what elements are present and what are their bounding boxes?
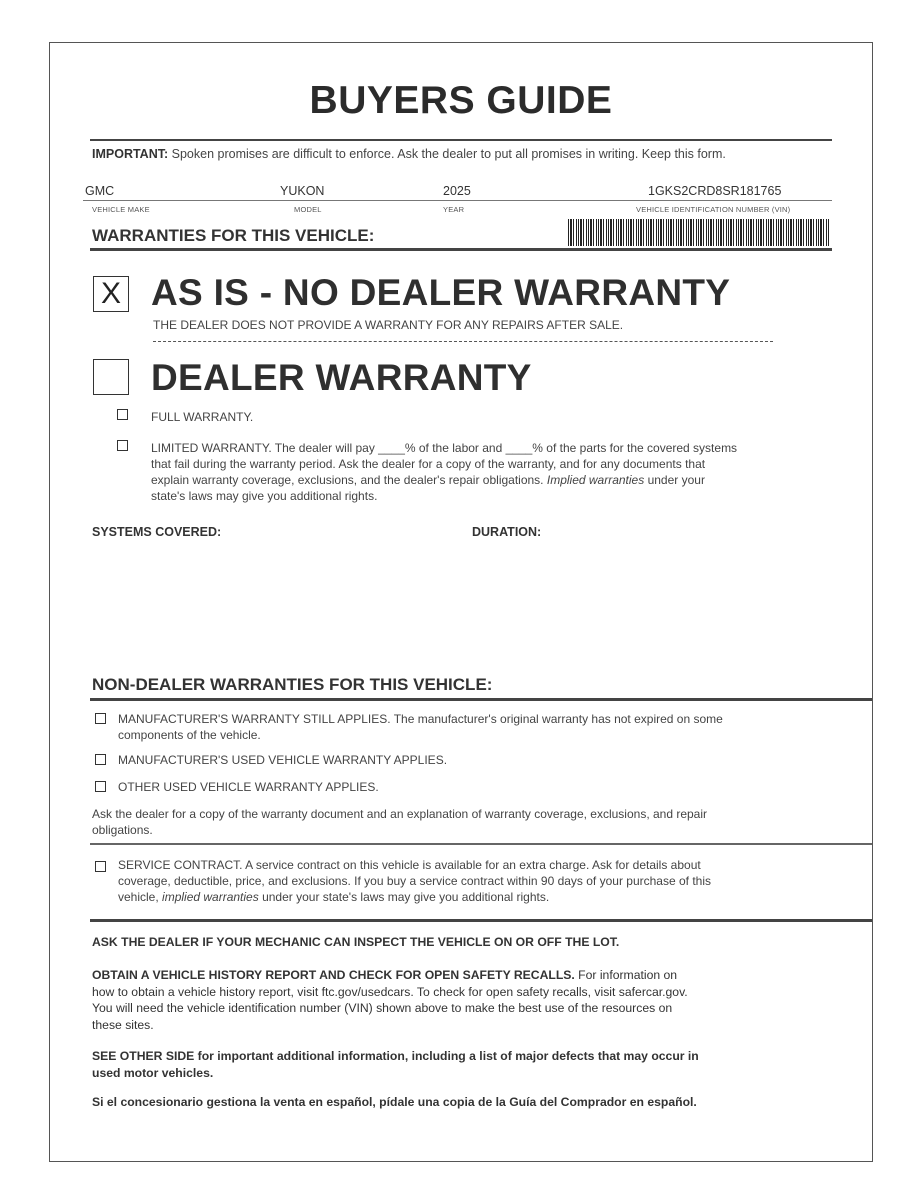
full-warranty-checkbox[interactable] [117,409,128,420]
vehicle-make-label: VEHICLE MAKE [92,205,150,214]
buyers-guide-form [49,42,873,1162]
as-is-title: AS IS - NO DEALER WARRANTY [151,272,731,313]
vehicle-make: GMC [85,184,115,198]
other-warranty-label: OTHER USED VEHICLE WARRANTY APPLIES. [118,780,379,794]
service-contract-checkbox[interactable] [95,861,106,872]
limited-warranty-checkbox[interactable] [117,440,128,451]
service-text: under your state's laws may give you additional rights. [258,890,550,904]
limited-text: under your [644,473,705,487]
ask-line: Ask the dealer for a copy of the warranty document and an explanation of warranty coverage, exclusions, and repair [92,807,708,821]
ask-line: obligations. [92,823,153,837]
dealer-warranty-checkbox[interactable] [93,359,129,395]
implied-warranties-text: Implied warranties [546,473,645,487]
limited-line: that fail during the warranty period. Ask the dealer for a copy of the warranty, and for any documents that [151,457,706,471]
limited-line: state's laws may give you additional rights. [151,489,378,503]
divider [90,843,872,845]
used-warranty-label: MANUFACTURER'S USED VEHICLE WARRANTY APPLIES. [118,753,448,767]
service-line: SERVICE CONTRACT. A service contract on this vehicle is available for an extra charge. Ask for details about [118,858,701,872]
divider [90,698,872,701]
important-notice [92,147,726,161]
service-contract-text [118,857,711,905]
dealer-warranty-title: DEALER WARRANTY [151,357,532,398]
history-heading: OBTAIN A VEHICLE HISTORY REPORT AND CHECK FOR OPEN SAFETY RECALLS. [92,968,575,982]
vehicle-vin: 1GKS2CRD8SR181765 [648,184,782,198]
divider [90,139,832,141]
see-other-side-text [92,1048,699,1081]
warranties-heading: WARRANTIES FOR THIS VEHICLE: [92,226,375,245]
manufacturer-line: MANUFACTURER'S WARRANTY STILL APPLIES. The manufacturer's original warranty has not expired on some [118,712,723,726]
divider [90,919,872,922]
mechanic-inspection-text: ASK THE DEALER IF YOUR MECHANIC CAN INSPECT THE VEHICLE ON OR OFF THE LOT. [92,935,620,949]
vehicle-underline [83,200,832,201]
vehicle-model: YUKON [280,184,325,198]
history-line: these sites. [92,1017,154,1032]
history-report-text [92,967,688,1033]
limited-line [151,472,737,488]
service-line [118,889,711,905]
service-text: vehicle, [118,890,163,904]
important-label: IMPORTANT: [92,147,169,161]
systems-covered-label: SYSTEMS COVERED: [92,525,222,539]
dashed-divider [153,341,773,342]
limited-warranty-text [151,440,737,504]
important-text: Spoken promises are difficult to enforce. Ask the dealer to put all promises in writing. Keep this form. [171,147,726,161]
vehicle-year-label: YEAR [443,205,465,214]
other-side-line: used motor vehicles. [92,1065,214,1080]
limited-text: explain warranty coverage, exclusions, and the dealer's repair obligations. [151,473,547,487]
history-text: For information on [574,968,678,982]
history-line: how to obtain a vehicle history report, visit ftc.gov/usedcars. To check for open safety recalls, visit safercar.gov. [92,984,688,999]
spanish-notice: Si el concesionario gestiona la venta en español, pídale una copia de la Guía del Comprador en español. [92,1095,697,1109]
history-line: You will need the vehicle identification number (VIN) shown above to make the best use of the resources on [92,1001,673,1015]
manufacturer-line: components of the vehicle. [118,728,261,742]
other-side-line: SEE OTHER SIDE for important additional information, including a list of major defects that may occur in [92,1049,699,1063]
divider [90,248,832,251]
page-title: BUYERS GUIDE [309,79,613,122]
vehicle-vin-label: VEHICLE IDENTIFICATION NUMBER (VIN) [636,205,791,214]
vin-barcode [568,219,830,246]
limited-line: LIMITED WARRANTY. The dealer will pay ____% of the labor and ____% of the parts for the covered systems [151,441,738,455]
duration-label: DURATION: [472,525,542,539]
implied-warranties-text: implied warranties [162,890,259,904]
as-is-checkbox[interactable]: X [93,276,129,312]
manufacturer-warranty-text [118,711,723,743]
vehicle-model-label: MODEL [294,205,322,214]
vehicle-year: 2025 [443,184,471,198]
non-dealer-heading: NON-DEALER WARRANTIES FOR THIS VEHICLE: [92,675,493,694]
ask-dealer-text [92,806,707,838]
history-line [92,967,688,984]
service-line: coverage, deductible, price, and exclusions. If you buy a service contract within 90 days of your purchase of this [118,874,711,888]
as-is-subtext: THE DEALER DOES NOT PROVIDE A WARRANTY FOR ANY REPAIRS AFTER SALE. [153,318,624,332]
manufacturer-warranty-checkbox[interactable] [95,713,106,724]
full-warranty-label: FULL WARRANTY. [151,410,254,424]
other-warranty-checkbox[interactable] [95,781,106,792]
used-warranty-checkbox[interactable] [95,754,106,765]
